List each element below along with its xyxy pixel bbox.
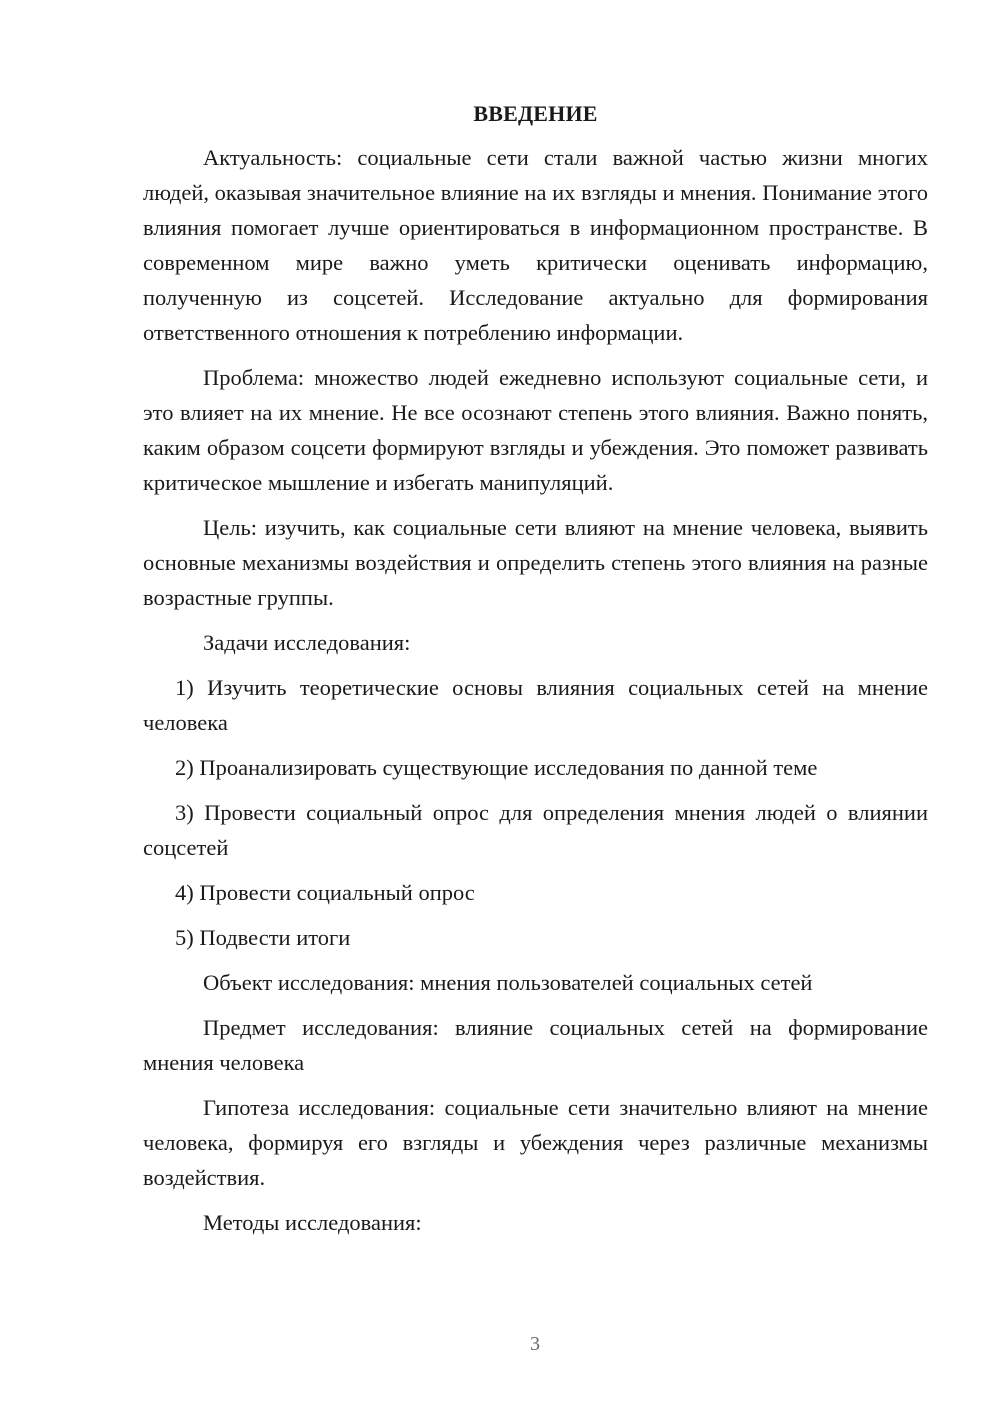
section-heading: ВВЕДЕНИЕ bbox=[473, 101, 598, 126]
subject-paragraph: Предмет исследования: влияние социальных сетей на формирование мнения человека bbox=[143, 1015, 928, 1075]
task-item-1: 1) Изучить теоретические основы влияния социальных сетей на мнение человека bbox=[143, 675, 928, 735]
page-number: 3 bbox=[530, 1333, 540, 1355]
task-item-3: 3) Провести социальный опрос для определения мнения людей о влиянии соцсетей bbox=[143, 800, 928, 860]
goal-paragraph: Цель: изучить, как социальные сети влияют на мнение человека, выявить основные механизмы воздействия и определить степень этого влияния на разные возрастные группы. bbox=[143, 515, 928, 610]
hypothesis-paragraph: Гипотеза исследования: социальные сети значительно влияют на мнение человека, формируя его взгляды и убеждения через различные механизмы воздействия. bbox=[143, 1095, 928, 1190]
tasks-heading: Задачи исследования: bbox=[203, 630, 411, 655]
page-content bbox=[143, 96, 928, 1250]
task-item-5: 5) Подвести итоги bbox=[175, 925, 351, 950]
relevance-paragraph: Актуальность: социальные сети стали важной частью жизни многих людей, оказывая значительное влияние на их взгляды и мнения. Понимание этого влияния помогает лучше ориентироваться в информационном пространстве. В современном мире важно уметь критически оценивать информацию, полученную из соцсетей. Исследование актуально для формирования ответственного отношения к потреблению информации. bbox=[143, 145, 928, 345]
methods-heading: Методы исследования: bbox=[203, 1210, 422, 1235]
task-item-4: 4) Провести социальный опрос bbox=[175, 880, 475, 905]
problem-paragraph: Проблема: множество людей ежедневно используют социальные сети, и это влияет на их мнение. Не все осознают степень этого влияния. Важно понять, каким образом соцсети формируют взгляды и убеждения. Это поможет развивать критическое мышление и избегать манипуляций. bbox=[143, 365, 928, 495]
object-paragraph: Объект исследования: мнения пользователей социальных сетей bbox=[203, 970, 813, 995]
task-item-2: 2) Проанализировать существующие исследования по данной теме bbox=[175, 755, 818, 780]
